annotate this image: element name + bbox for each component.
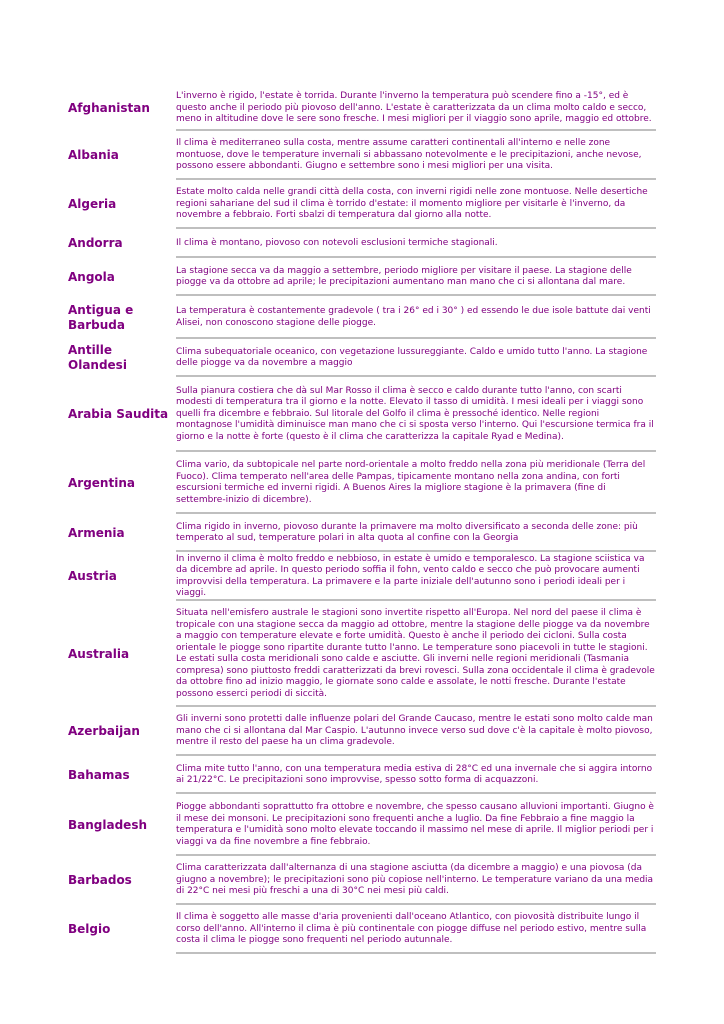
country-row bbox=[0, 552, 724, 601]
country-row bbox=[0, 377, 724, 452]
country-row bbox=[0, 339, 724, 377]
climate-description bbox=[176, 377, 656, 452]
country-row bbox=[0, 601, 724, 707]
country-row bbox=[0, 514, 724, 552]
country-row bbox=[0, 229, 724, 258]
climate-text: In inverno il clima è molto freddo e nebbioso, in estate è umido e temporalesco. La stagione sciistica va da dicembre ad aprile. In questo periodo soffia il fohn, vento caldo e secco che può provocare aumenti improvvisi della temperatura. La primavere e la parte iniziale dell'autunno sono i periodi ideali per i viaggi. bbox=[176, 553, 645, 598]
climate-description bbox=[176, 229, 656, 258]
country-name: Belgio bbox=[68, 922, 111, 936]
country-row bbox=[0, 707, 724, 756]
climate-description bbox=[176, 452, 656, 514]
country-name: Antille Olandesi bbox=[68, 343, 127, 372]
climate-description bbox=[176, 601, 656, 707]
climate-text: L'inverno è rigido, l'estate è torrida. Durante l'inverno la temperatura può scendere fino a -15°, ed è questo anche il periodo più piovoso dell'anno. L'estate è caratterizzata da un clima molto caldo e secco, meno in altitudine dove le sere sono fresche. I mesi migliori per il viaggio sono aprile, maggio ed ottobre. bbox=[176, 91, 652, 125]
country-name: Bahamas bbox=[68, 767, 130, 782]
country-row bbox=[0, 905, 724, 954]
climate-text: Situata nell'emisfero australe le stagioni sono invertite rispetto all'Europa. Nel nord del paese il clima è tropicale con una stagione secca da maggio ad ottobre, mentre la stagione delle piogge va da novembre a maggio con temperature elevate e forte umidità. Questo è anche il periodo dei cicloni. Sulla costa orientale le piogge sono ripartite durante tutto l'anno. Le temperature sono piacevoli in tutte le stagioni. Le estati sulla costa meridionali sono calde e asciutte. Gli inverni nelle regioni meridionali (Tasmania compresa) sono piuttosto freddi caratterizzati da brevi rovesci. Sulla zona occidentale il clima è gradevole da ottobre fino ad inizio maggio, le giornate sono calde e assolate, le notti fresche. Durante l'estate possono esserci periodi di siccità. bbox=[176, 608, 655, 699]
climate-text: Il clima è montano, piovoso con notevoli esclusioni termiche stagionali. bbox=[176, 237, 498, 248]
climate-description bbox=[176, 707, 656, 756]
row-divider bbox=[176, 952, 656, 954]
climate-text: Clima vario, da subtopicale nel parte nord-orientale a molto freddo nella zona più meridionale (Terra del Fuoco). Clima temperato nell'area delle Pampas, tipicamente montano nella zona andina, con forti escursioni termiche ed inverni rigidi. A Buenos Aires la migliore stagione è la primavera (fine di settembre-inizio di dicembre). bbox=[176, 460, 646, 505]
climate-text: Sulla pianura costiera che dà sul Mar Rosso il clima è secco e caldo durante tutto l'anno, con scarti modesti di temperatura tra il giorno e la notte. Elevato il tasso di umidità. I mesi ideali per i viaggi sono quelli fra dicembre e febbraio. Sul litorale del Golfo il clima è pressoché identico. Nelle regioni montagnose l'umidità diminuisce man mano che ci si sposta verso l'interno. Qui l'escursione termica fra il giorno e la notte è forte (questo è il clima che caratterizza la capitale Ryad e Medina). bbox=[176, 385, 654, 442]
climate-text: Gli inverni sono protetti dalle influenze polari del Grande Caucaso, mentre le estati sono molto calde man mano che ci si allontana dal Mar Caspio. L'autunno invece verso sud dove c'è la capitale è molto piovoso, mentre il resto del paese ha un clima gradevole. bbox=[176, 714, 653, 748]
climate-description bbox=[176, 296, 656, 339]
climate-text: Clima rigido in inverno, piovoso durante la primavere ma molto diversificato a seconda delle zone: più temperato al sud, temperature polari in alta quota al confine con la Georgia bbox=[176, 521, 638, 543]
country-name: Austria bbox=[68, 569, 117, 583]
country-name: Bangladesh bbox=[68, 817, 148, 832]
country-name: Afghanistan bbox=[68, 101, 150, 115]
climate-description bbox=[176, 794, 656, 856]
climate-description bbox=[176, 131, 656, 180]
country-name: Armenia bbox=[68, 525, 125, 540]
climate-text: Il clima è mediterraneo sulla costa, mentre assume caratteri continentali all'interno e nelle zone montuose, dove le temperature invernali si abbassano notevolmente e le precipitazioni, anche nevose, possono essere abbondanti. Giugno e settembre sono i mesi migliori per una visita. bbox=[176, 138, 642, 172]
country-row bbox=[0, 131, 724, 180]
country-name: Andorra bbox=[68, 236, 123, 250]
country-row bbox=[0, 756, 724, 794]
climate-text: La temperatura è costantemente gradevole ( tra i 26° ed i 30° ) ed essendo le due isole battute dai venti Alisei, non conoscono stagione delle piogge. bbox=[176, 306, 651, 328]
country-name: Antigua e Barbuda bbox=[68, 302, 134, 332]
climate-text: Piogge abbondanti soprattutto fra ottobre e novembre, che spesso causano alluvioni importanti. Giugno è il mese dei monsoni. Le precipitazioni sono frequenti anche a luglio. Da fine Febbraio a fine maggio la temperatura e l'umidità sono molto elevate toccando il massimo nel mese di aprile. Il miglior periodi per i viaggi va da fine novembre a fine febbraio. bbox=[176, 802, 654, 847]
climate-description bbox=[176, 856, 656, 905]
country-row bbox=[0, 856, 724, 905]
country-row bbox=[0, 794, 724, 856]
country-name: Barbados bbox=[68, 873, 132, 887]
country-name: Albania bbox=[68, 148, 119, 162]
climate-description bbox=[176, 258, 656, 296]
country-name: Angola bbox=[68, 269, 115, 284]
country-row bbox=[0, 86, 724, 131]
country-name: Algeria bbox=[68, 197, 117, 211]
climate-text: Clima subequatoriale oceanico, con vegetazione lussureggiante. Caldo e umido tutto l'anno. La stagione delle piogge va da novembre a maggio bbox=[176, 346, 648, 368]
climate-text: Clima caratterizzata dall'alternanza di una stagione asciutta (da dicembre a maggio) e una piovosa (da giugno a novembre); le precipitazioni sono più copiose nell'interno. Le temperature variano da una media di 22°C nei mesi più freschi a una di 30°C nei mesi più caldi. bbox=[176, 863, 654, 897]
country-row bbox=[0, 258, 724, 296]
climate-text: Il clima è soggetto alle masse d'aria provenienti dall'oceano Atlantico, con piovosità distribuite lungo il corso dell'anno. All'interno il clima è più continentale con piogge diffuse nel periodo estivo, mentre sulla costa il clima le piogge sono frequenti nel periodo autunnale. bbox=[176, 912, 647, 946]
climate-description bbox=[176, 552, 656, 601]
climate-text: Clima mite tutto l'anno, con una temperatura media estiva di 28°C ed una invernale che si aggira intorno ai 21/22°C. Le precipitazioni sono improvvise, spesso sotto forma di acquazzoni. bbox=[176, 763, 653, 785]
climate-description bbox=[176, 756, 656, 794]
climate-description bbox=[176, 905, 656, 954]
climate-table bbox=[0, 86, 724, 954]
climate-description bbox=[176, 514, 656, 552]
country-name: Azerbaijan bbox=[68, 724, 140, 738]
country-name: Australia bbox=[68, 646, 130, 661]
country-row bbox=[0, 180, 724, 229]
climate-text: Estate molto calda nelle grandi città della costa, con inverni rigidi nelle zone montuose. Nelle desertiche regioni sahariane del sud il clima è torrido d'estate: il momento migliore per visitarle è l'inverno, da novembre a febbraio. Forti sbalzi di temperatura dal giorno alla notte. bbox=[176, 187, 648, 221]
country-name: Arabia Saudita bbox=[68, 407, 169, 421]
country-row bbox=[0, 452, 724, 514]
climate-description bbox=[176, 180, 656, 229]
climate-text: La stagione secca va da maggio a settembre, periodo migliore per visitare il paese. La stagione delle piogge va da ottobre ad aprile; le precipitazioni aumentano man mano che ci si allontana dal mare. bbox=[176, 265, 632, 287]
country-row bbox=[0, 296, 724, 339]
country-name: Argentina bbox=[68, 475, 135, 490]
climate-description bbox=[176, 86, 656, 131]
climate-description bbox=[176, 339, 656, 377]
